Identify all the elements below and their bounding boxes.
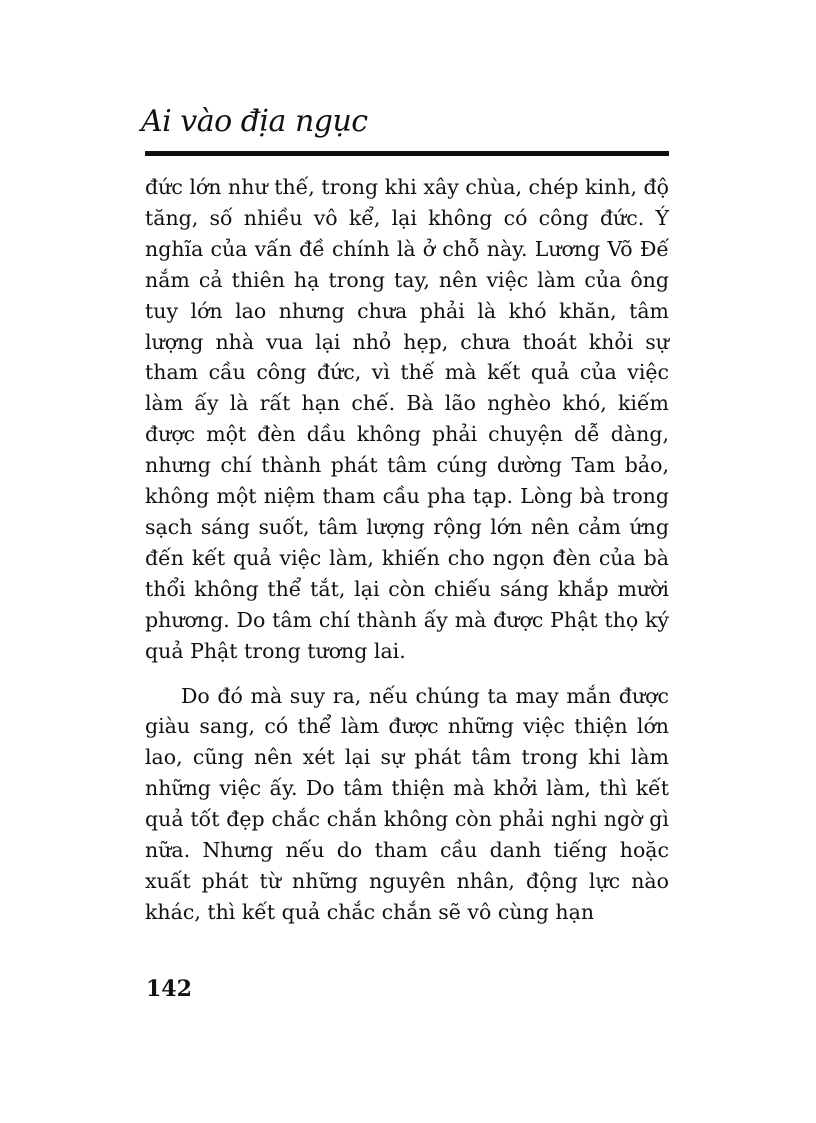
header-rule — [145, 151, 669, 156]
body-text — [145, 172, 669, 928]
running-header-title: Ai vào địa ngục — [141, 104, 368, 139]
page-number: 142 — [146, 976, 192, 1002]
paragraph: Do đó mà suy ra, nếu chúng ta may mắn được giàu sang, có thể làm được những việc thiện lớn lao, cũng nên xét lại sự phát tâm trong khi làm những việc ấy. Do tâm thiện mà khởi làm, thì kết quả tốt đẹp chắc chắn không còn phải nghi ngờ gì nữa. Nhưng nếu do tham cầu danh tiếng hoặc xuất phát từ những nguyên nhân, động lực nào khác, thì kết quả chắc chắn sẽ vô cùng hạn — [145, 683, 669, 924]
paragraph-continued: đức lớn như thế, trong khi xây chùa, chép kinh, độ tăng, số nhiều vô kể, lại không có công đức. Ý nghĩa của vấn đề chính là ở chỗ này. Lương Võ Đế nắm cả thiên hạ trong tay, nên việc làm của ông tuy lớn lao nhưng chưa phải là khó khăn, tâm lượng nhà vua lại nhỏ hẹp, chưa thoát khỏi sự tham cầu công đức, vì thế mà kết quả của việc làm ấy là rất hạn chế. Bà lão nghèo khó, kiếm được một đèn dầu không phải chuyện dễ dàng, nhưng chí thành phát tâm cúng dường Tam bảo, không một niệm tham cầu pha tạp. Lòng bà trong sạch sáng suốt, tâm lượng rộng lớn nên cảm ứng đến kết quả việc làm, khiến cho ngọn đèn của bà thổi không thể tắt, lại còn chiếu sáng khắp mười phương. Do tâm chí thành ấy mà được Phật thọ ký quả Phật trong tương lai. — [145, 175, 669, 663]
